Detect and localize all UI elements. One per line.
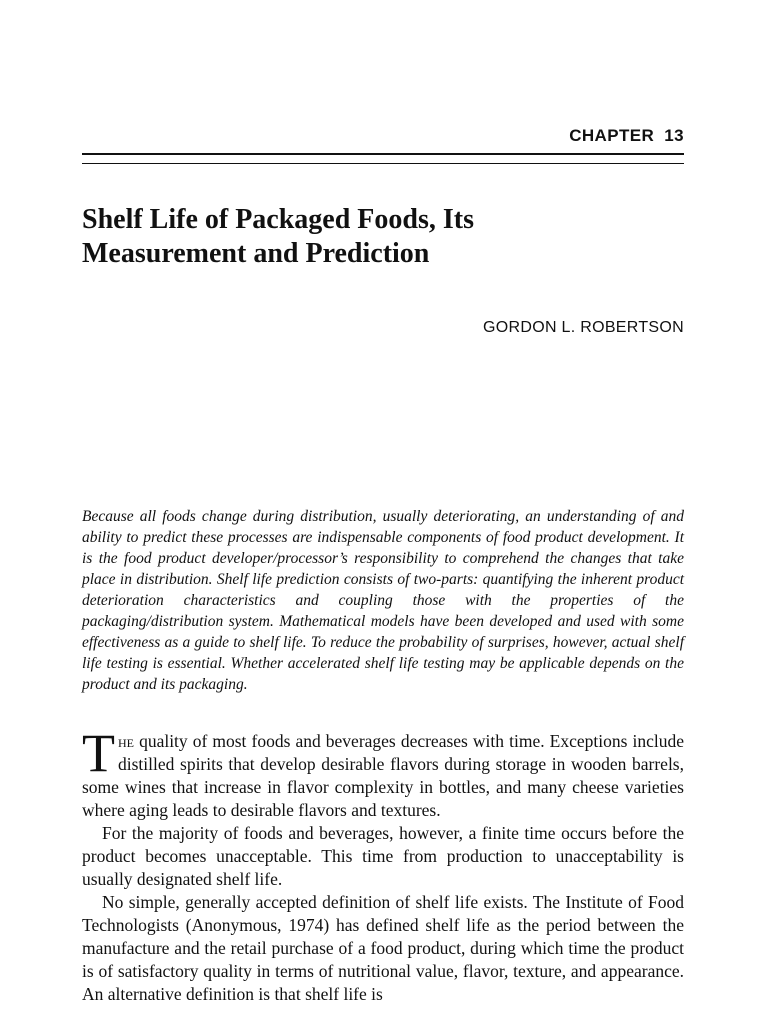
chapter-title-line-2: Measurement and Prediction <box>82 238 430 269</box>
paragraph-2: For the majority of foods and beverages, however, a finite time occurs before the product becomes unacceptable. This time from production to unacceptability is usually designated shelf life. <box>82 823 684 889</box>
chapter-title <box>82 203 642 271</box>
author-name: GORDON L. ROBERTSON <box>483 319 684 336</box>
paragraph-3: No simple, generally accepted definition of shelf life exists. The Institute of Food Technologists (Anonymous, 1974) has defined shelf life as the period between the manufacture and the retail purchase of a food product, during which time the product is of satisfactory quality in terms of nutritional value, flavor, texture, and appearance. An alternative definition is that shelf life is <box>82 892 684 1004</box>
document-page <box>82 0 684 1024</box>
drop-cap: T <box>82 723 115 783</box>
chapter-label: CHAPTER 13 <box>569 126 684 145</box>
header-rule-thin <box>82 163 684 164</box>
body-text <box>82 723 684 1006</box>
header-rule-thick <box>82 153 684 155</box>
chapter-title-line-1: Shelf Life of Packaged Foods, Its <box>82 204 474 235</box>
small-caps-lead: he <box>118 731 134 751</box>
paragraph-1-text: quality of most foods and beverages decreases with time. Exceptions include distilled spirits that develop desirable flavors during storage in wooden barrels, some wines that increase in flavor complexity in bottles, and many cheese varieties where aging leads to desirable flavors and textures. <box>82 731 684 820</box>
abstract: Because all foods change during distribution, usually deteriorating, an understanding of and ability to predict these processes are indispensable components of food product development. It is the food product developer/processor’s responsibility to comprehend the changes that take place in distribution. Shelf life prediction consists of two-parts: quantifying the inherent product deterioration characteristics and coupling those with the properties of the packaging/distribution system. Mathematical models have been developed and used with some effectiveness as a guide to shelf life. To reduce the probability of surprises, however, actual shelf life testing is essential. Whether accelerated shelf life testing may be applicable depends on the product and its packaging. <box>82 508 684 693</box>
paragraph-1 <box>82 723 684 822</box>
